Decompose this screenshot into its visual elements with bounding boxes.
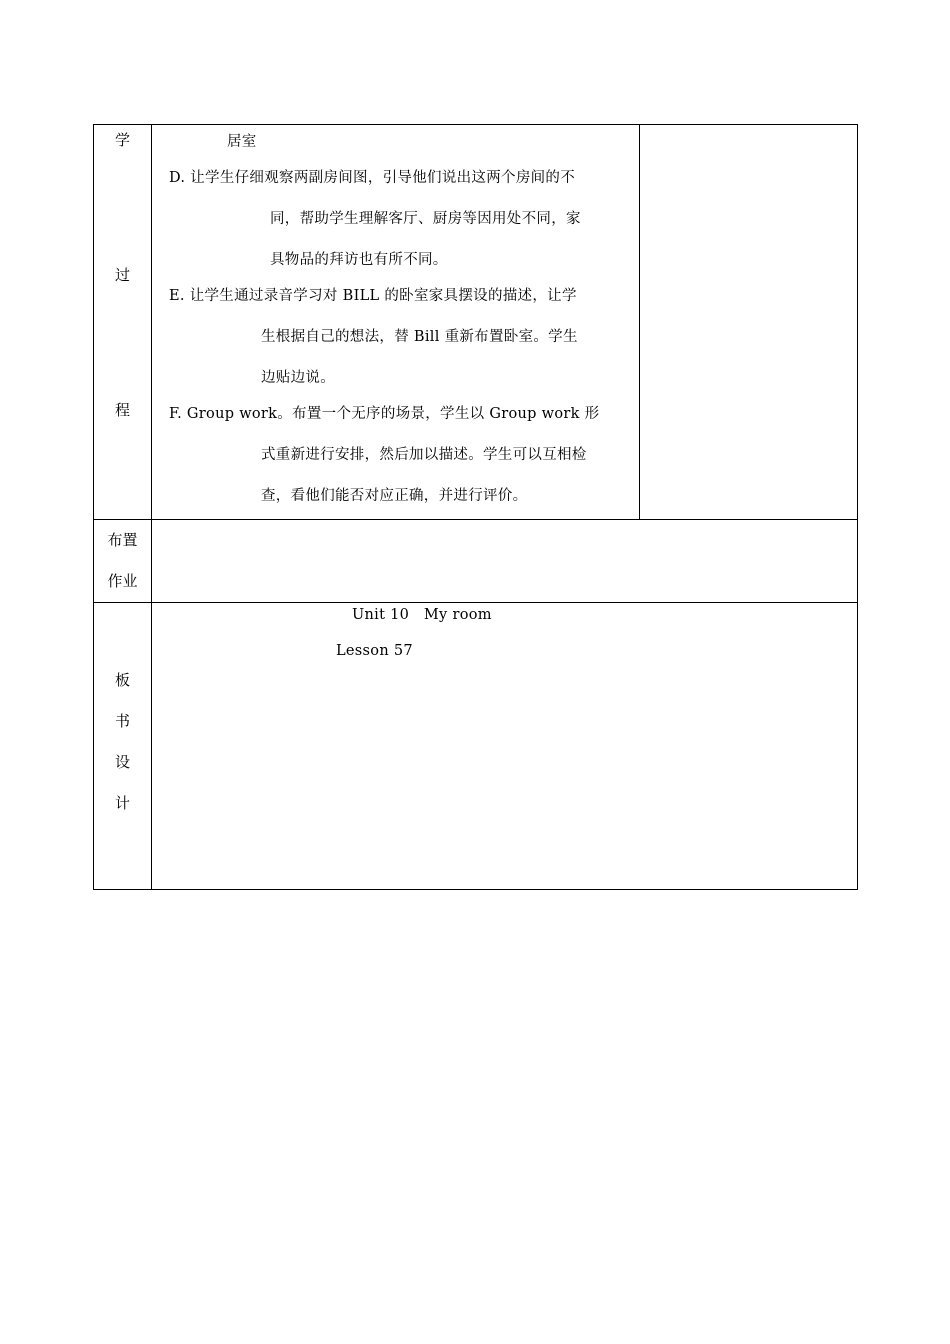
process-step-d: D. 让学生仔细观察两副房间图，引导他们说出这两个房间的不 xyxy=(169,170,576,186)
homework-row xyxy=(94,520,858,603)
board-design-label-char-2: 书 xyxy=(114,712,130,730)
teaching-process-notes-cell xyxy=(640,125,858,520)
teaching-process-content-cell xyxy=(152,125,640,520)
board-design-content-cell xyxy=(152,603,858,890)
board-design-row xyxy=(94,603,858,890)
process-step-e-cont-1: 生根据自己的想法，替 Bill 重新布置卧室。学生 xyxy=(261,329,578,345)
teaching-process-label-char-3: 程 xyxy=(114,401,130,419)
process-line-1: 居室 xyxy=(227,134,257,150)
teaching-process-label-cell xyxy=(94,125,152,520)
board-design-label-char-1: 板 xyxy=(114,671,130,689)
process-step-e: E. 让学生通过录音学习对 BILL 的卧室家具摆设的描述，让学 xyxy=(169,288,577,304)
homework-label-cell xyxy=(94,520,152,603)
board-design-label-cell xyxy=(94,603,152,890)
teaching-process-label-char-1: 学 xyxy=(114,131,130,149)
board-design-label-char-4: 计 xyxy=(114,794,130,812)
process-step-f-cont-2: 查，看他们能否对应正确，并进行评价。 xyxy=(261,488,528,504)
process-step-d-cont-2: 具物品的拜访也有所不同。 xyxy=(270,252,448,268)
process-step-d-cont-1: 同，帮助学生理解客厅、厨房等因用处不同，家 xyxy=(270,211,581,227)
board-design-label-char-3: 设 xyxy=(114,753,130,771)
board-unit-title: Unit 10 My room xyxy=(352,607,492,623)
lesson-plan-table xyxy=(93,124,858,890)
process-step-f-cont-1: 式重新进行安排，然后加以描述。学生可以互相检 xyxy=(261,447,587,463)
board-lesson-title: Lesson 57 xyxy=(336,643,413,659)
homework-content-cell xyxy=(152,520,858,603)
process-step-e-cont-2: 边贴边说。 xyxy=(261,370,335,386)
homework-label-line-1: 布置 xyxy=(107,531,138,549)
teaching-process-label-char-2: 过 xyxy=(114,266,130,284)
process-step-f: F. Group work。布置一个无序的场景，学生以 Group work 形 xyxy=(169,406,600,422)
teaching-process-row xyxy=(94,125,858,520)
homework-label-line-2: 作业 xyxy=(107,572,138,590)
